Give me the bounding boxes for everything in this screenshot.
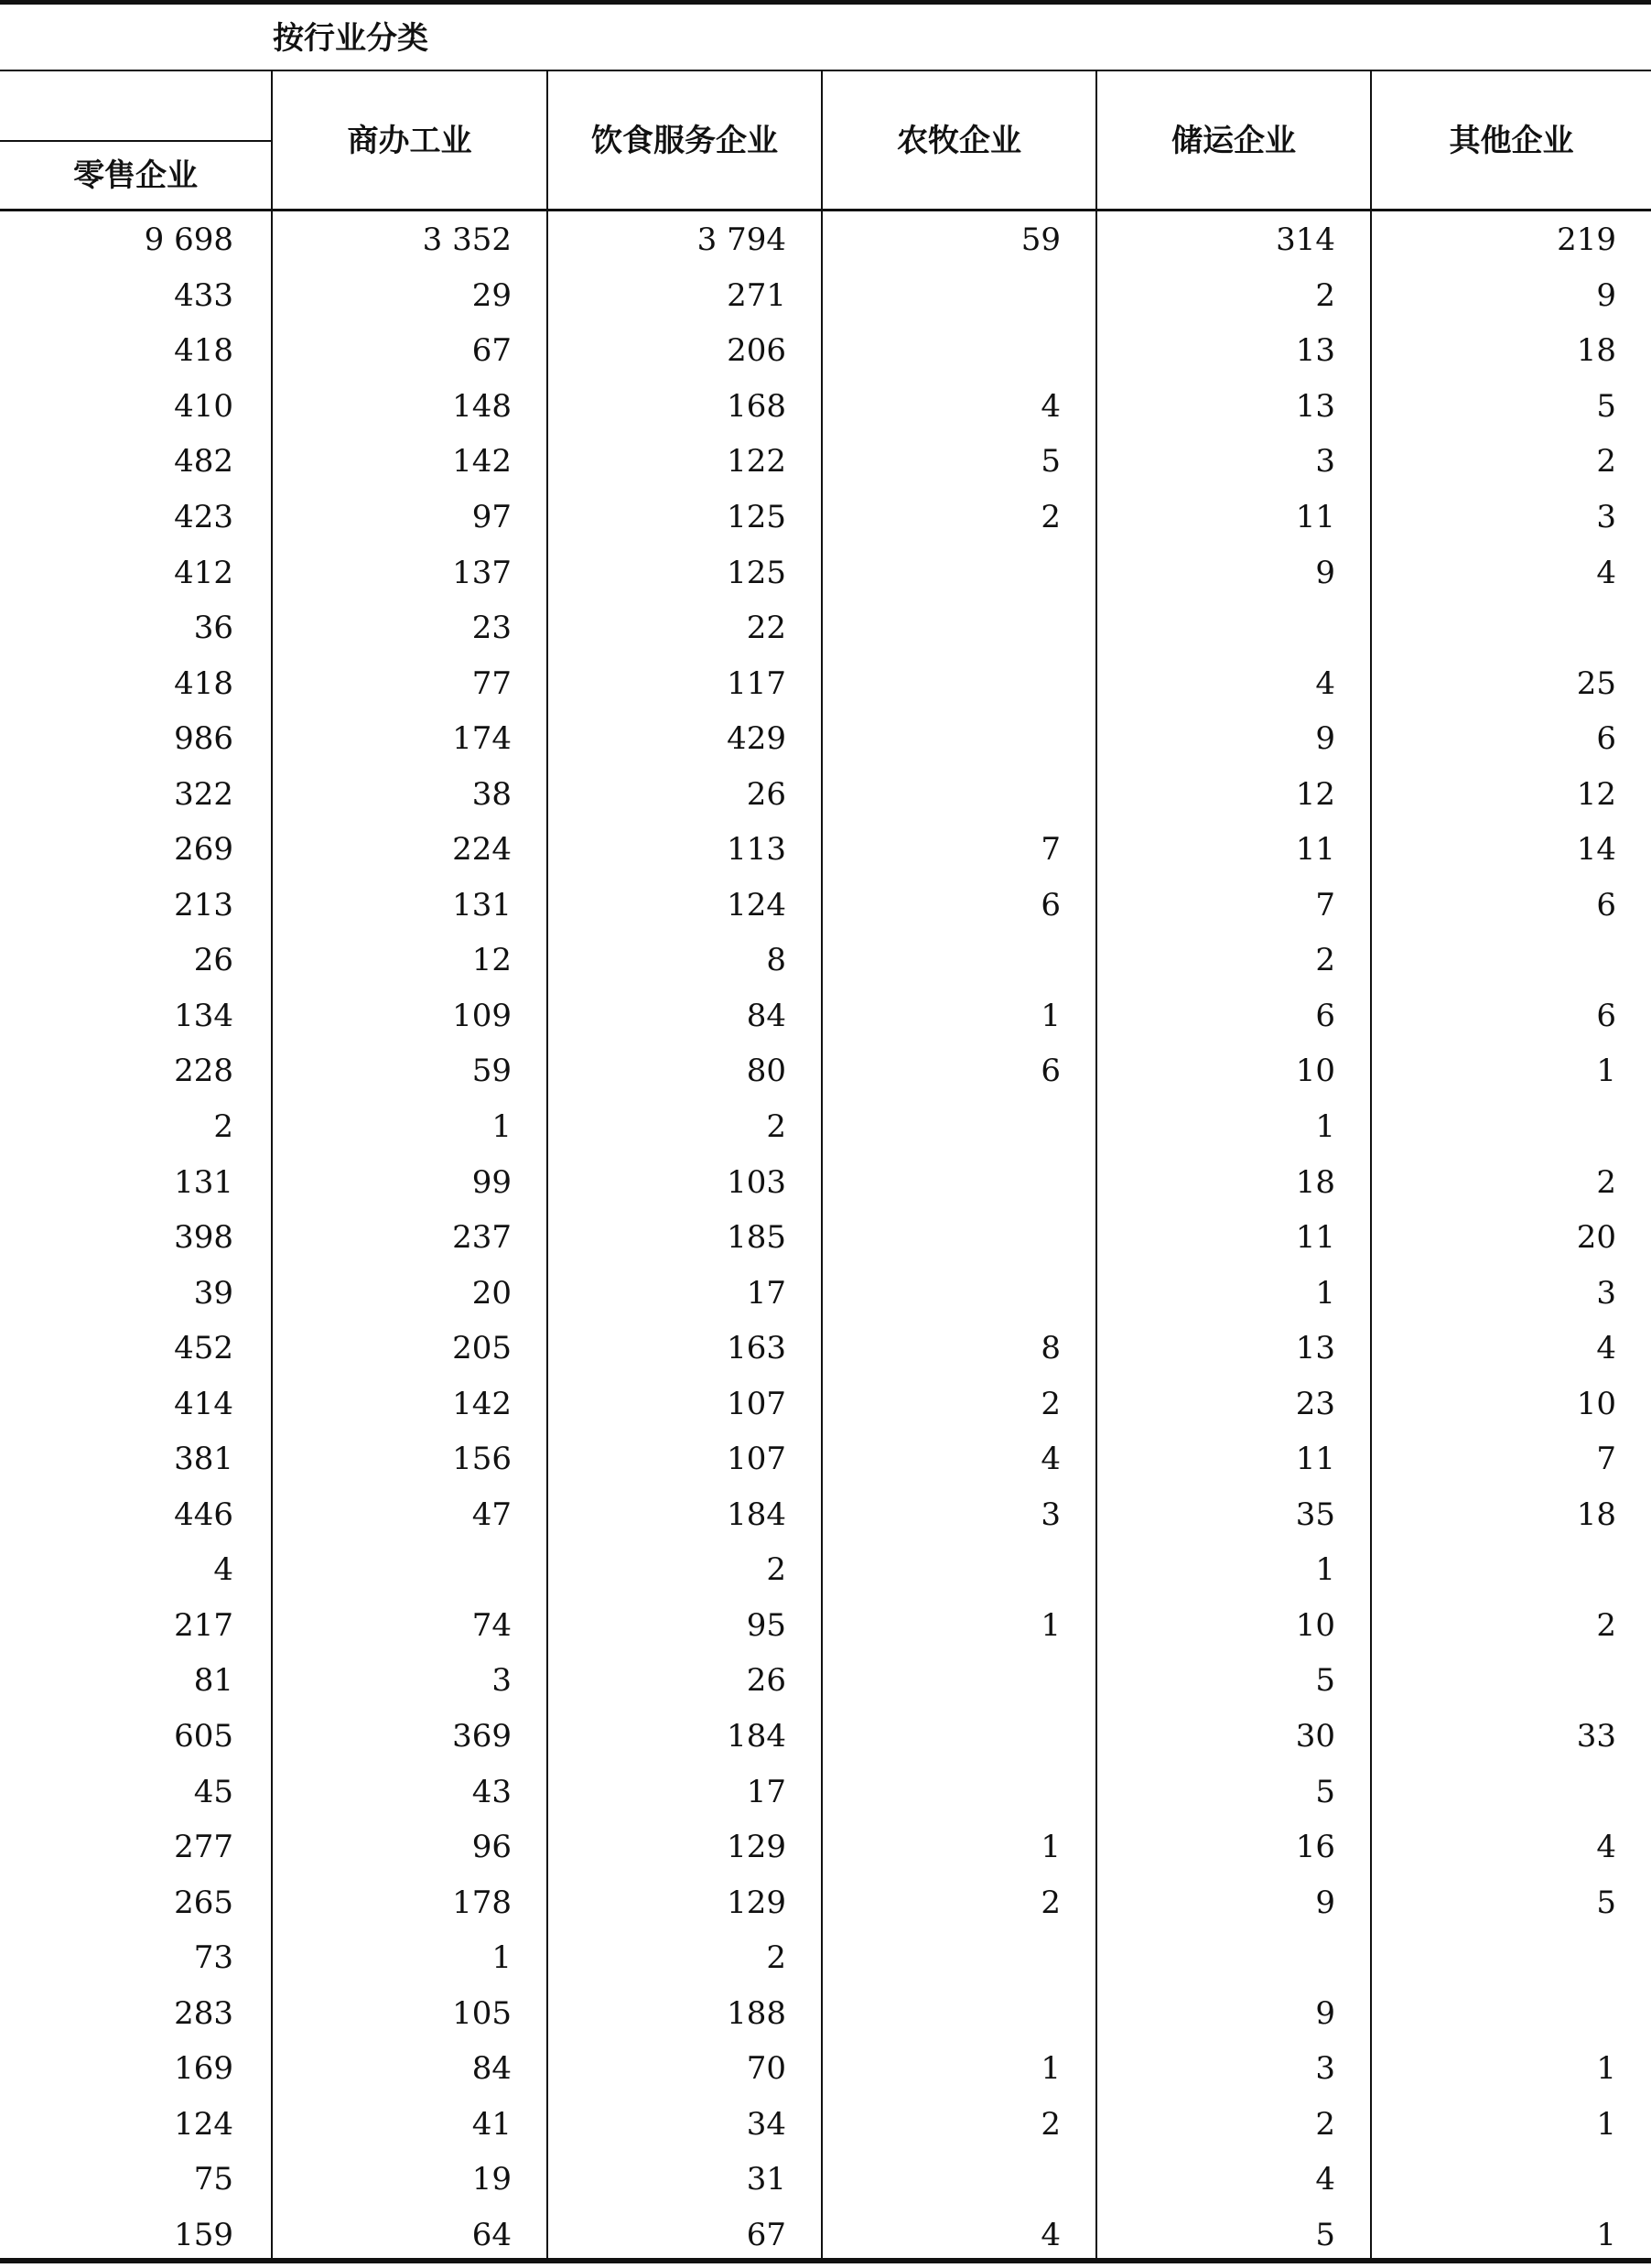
table-cell: 3 — [1041, 1496, 1061, 1533]
table-cell: 398 — [174, 1219, 233, 1257]
table-row — [0, 1874, 1651, 1930]
table-row — [0, 600, 1651, 656]
table-cell: 26 — [746, 1662, 786, 1700]
table-cell: 26 — [193, 942, 233, 979]
table-cell: 1 — [491, 1939, 512, 1977]
table-cell: 137 — [452, 554, 512, 591]
table-cell: 142 — [452, 443, 512, 481]
table-cell: 4 — [1041, 387, 1061, 425]
table-cell: 224 — [452, 831, 512, 869]
table-row — [0, 545, 1651, 600]
table-cell: 67 — [746, 2216, 786, 2253]
table-cell: 84 — [746, 997, 786, 1034]
table-cell: 2 — [766, 1939, 786, 1977]
table-cell — [821, 1986, 1095, 2042]
table-cell: 5 — [1041, 443, 1061, 481]
data-table — [0, 212, 1651, 2263]
table-cell: 59 — [1020, 221, 1061, 259]
table-cell: 6 — [1596, 886, 1616, 923]
table-cell: 13 — [1295, 1330, 1335, 1367]
table-cell: 1 — [1041, 2050, 1061, 2088]
table-cell: 213 — [174, 886, 233, 923]
table-row — [0, 2152, 1651, 2208]
table-row — [0, 1154, 1651, 1210]
table-cell — [821, 268, 1095, 324]
table-cell: 19 — [471, 2161, 512, 2198]
table-cell: 13 — [1295, 387, 1335, 425]
table-cell: 7 — [1041, 831, 1061, 869]
header-bottom-rule — [0, 209, 1651, 211]
table-cell: 12 — [1295, 775, 1335, 813]
table-row — [0, 379, 1651, 435]
table-row — [0, 1321, 1651, 1377]
table-cell — [821, 2152, 1095, 2208]
table-cell — [272, 1542, 546, 1598]
table-row — [0, 822, 1651, 878]
table-cell: 2 — [1596, 1163, 1616, 1201]
table-cell — [821, 655, 1095, 711]
table-cell: 156 — [452, 1441, 512, 1478]
table-cell: 418 — [174, 332, 233, 370]
table-cell: 4 — [1315, 664, 1335, 702]
table-cell: 169 — [174, 2050, 233, 2088]
table-cell: 125 — [727, 499, 786, 535]
table-cell: 105 — [452, 1994, 512, 2032]
table-cell: 6 — [1596, 720, 1616, 758]
table-cell: 418 — [174, 664, 233, 702]
table-cell: 47 — [471, 1496, 512, 1533]
table-cell: 369 — [452, 1718, 512, 1755]
table-cell: 41 — [471, 2105, 512, 2143]
table-cell: 3 794 — [696, 221, 786, 259]
table-cell: 283 — [174, 1994, 233, 2032]
table-cell: 159 — [174, 2216, 233, 2253]
table-cell: 84 — [471, 2050, 512, 2088]
table-cell: 228 — [174, 1053, 233, 1090]
table-cell: 109 — [452, 997, 512, 1034]
table-cell: 11 — [1295, 1441, 1335, 1478]
table-cell: 217 — [174, 1606, 233, 1644]
table-cell — [821, 711, 1095, 767]
table-row — [0, 988, 1651, 1044]
table-cell: 107 — [727, 1385, 786, 1422]
table-cell: 35 — [1295, 1496, 1335, 1533]
table-cell: 20 — [471, 1274, 512, 1312]
column-header-agriculture: 农牧企业 — [897, 123, 1021, 159]
table-row — [0, 1709, 1651, 1765]
table-cell: 414 — [174, 1385, 233, 1422]
table-cell: 81 — [193, 1662, 233, 1700]
table-cell: 73 — [193, 1939, 233, 1977]
table-cell: 4 — [1596, 1330, 1616, 1367]
table-cell — [1370, 1653, 1651, 1709]
table-cell: 67 — [471, 332, 512, 370]
column-header-commerce-industry: 商办工业 — [347, 123, 472, 159]
table-cell: 18 — [1576, 332, 1616, 370]
table-cell: 1 — [1315, 1551, 1335, 1589]
table-cell: 2 — [1041, 1385, 1061, 1422]
table-cell: 6 — [1041, 886, 1061, 923]
table-cell: 7 — [1315, 886, 1335, 923]
table-cell: 4 — [213, 1551, 233, 1589]
table-cell: 1 — [1596, 2105, 1616, 2143]
table-cell: 452 — [174, 1330, 233, 1367]
table-cell: 5 — [1315, 1773, 1335, 1810]
group-header-industry-classification: 按行业分类 — [273, 20, 428, 57]
table-cell: 10 — [1295, 1606, 1335, 1644]
table-cell: 142 — [452, 1385, 512, 1422]
table-cell: 11 — [1295, 831, 1335, 869]
table-row — [0, 1764, 1651, 1820]
table-cell: 129 — [727, 1829, 786, 1866]
table-cell: 8 — [1041, 1330, 1061, 1367]
table-cell — [1370, 1930, 1651, 1986]
table-cell: 381 — [174, 1441, 233, 1478]
table-cell: 34 — [746, 2105, 786, 2143]
group-header-rule — [0, 70, 1651, 71]
table-cell: 45 — [193, 1773, 233, 1810]
table-cell: 322 — [174, 775, 233, 813]
table-cell: 30 — [1295, 1718, 1335, 1755]
table-cell: 36 — [193, 610, 233, 647]
top-rule — [0, 0, 1651, 5]
column-header-retail: 零售企业 — [73, 157, 198, 194]
table-cell — [821, 323, 1095, 379]
table-cell: 64 — [471, 2216, 512, 2253]
table-cell: 131 — [452, 886, 512, 923]
table-row — [0, 1820, 1651, 1875]
table-cell: 17 — [746, 1773, 786, 1810]
table-cell: 2 — [1041, 499, 1061, 535]
table-row — [0, 766, 1651, 822]
table-cell: 314 — [1276, 221, 1335, 259]
column-header-storage-transport: 储运企业 — [1171, 123, 1296, 159]
table-cell — [821, 1764, 1095, 1820]
table-cell: 277 — [174, 1829, 233, 1866]
table-cell: 9 — [1315, 1884, 1335, 1921]
table-cell: 1 — [491, 1108, 512, 1146]
table-cell: 6 — [1596, 997, 1616, 1034]
table-cell — [821, 1210, 1095, 1266]
table-cell: 2 — [766, 1108, 786, 1146]
table-cell: 9 — [1315, 720, 1335, 758]
table-cell: 131 — [174, 1163, 233, 1201]
table-cell: 18 — [1576, 1496, 1616, 1533]
table-cell: 3 — [1315, 443, 1335, 481]
table-cell — [821, 1154, 1095, 1210]
table-cell: 11 — [1295, 499, 1335, 535]
table-row — [0, 933, 1651, 988]
table-cell: 134 — [174, 997, 233, 1034]
table-cell — [1370, 933, 1651, 988]
table-cell — [821, 1542, 1095, 1598]
table-cell: 184 — [727, 1496, 786, 1533]
table-cell: 4 — [1596, 554, 1616, 591]
table-cell: 4 — [1041, 1441, 1061, 1478]
table-row — [0, 1930, 1651, 1986]
table-cell: 1 — [1041, 997, 1061, 1034]
table-cell: 80 — [746, 1053, 786, 1090]
table-cell: 113 — [727, 831, 786, 869]
table-body — [0, 212, 1651, 2263]
table-cell: 3 — [1315, 2050, 1335, 2088]
table-row — [0, 1431, 1651, 1487]
table-cell: 206 — [727, 332, 786, 370]
table-cell: 8 — [766, 942, 786, 979]
table-cell: 74 — [471, 1606, 512, 1644]
table-cell: 188 — [727, 1994, 786, 2032]
table-cell: 70 — [746, 2050, 786, 2088]
table-cell — [1370, 1764, 1651, 1820]
table-cell — [821, 1265, 1095, 1321]
table-cell — [1370, 1099, 1651, 1155]
table-row — [0, 1376, 1651, 1431]
table-row — [0, 2208, 1651, 2263]
table-cell: 75 — [193, 2161, 233, 2198]
table-cell: 219 — [1557, 221, 1616, 259]
table-cell: 9 — [1315, 1994, 1335, 2032]
table-cell: 271 — [727, 276, 786, 314]
table-cell: 237 — [452, 1219, 512, 1257]
table-cell — [1095, 1930, 1370, 1986]
table-cell: 3 — [1596, 1274, 1616, 1312]
table-cell: 1 — [1315, 1108, 1335, 1146]
table-cell: 103 — [727, 1163, 786, 1201]
table-cell: 986 — [174, 720, 233, 758]
table-cell: 25 — [1576, 664, 1616, 702]
table-cell: 29 — [471, 276, 512, 314]
table-cell: 99 — [471, 1163, 512, 1201]
table-cell: 5 — [1315, 2216, 1335, 2253]
table-cell: 2 — [213, 1108, 233, 1146]
table-cell: 3 — [491, 1662, 512, 1700]
table-cell: 410 — [174, 387, 233, 425]
table-cell — [821, 1653, 1095, 1709]
table-cell: 125 — [727, 554, 786, 591]
table-cell: 117 — [727, 664, 786, 702]
table-cell: 124 — [727, 886, 786, 923]
table-row — [0, 1986, 1651, 2042]
table-row — [0, 1653, 1651, 1709]
table-cell: 14 — [1576, 831, 1616, 869]
table-row — [0, 323, 1651, 379]
table-cell: 124 — [174, 2105, 233, 2143]
table-row — [0, 878, 1651, 934]
table-cell: 2 — [1315, 276, 1335, 314]
table-cell: 43 — [471, 1773, 512, 1810]
retail-header-rule — [0, 140, 273, 142]
table-cell — [821, 1930, 1095, 1986]
table-cell: 16 — [1295, 1829, 1335, 1866]
table-cell: 7 — [1596, 1441, 1616, 1478]
table-cell: 77 — [471, 664, 512, 702]
table-cell: 429 — [727, 720, 786, 758]
table-cell: 33 — [1576, 1718, 1616, 1755]
table-cell: 2 — [766, 1551, 786, 1589]
table-cell: 12 — [471, 942, 512, 979]
table-cell: 433 — [174, 276, 233, 314]
table-cell: 5 — [1596, 1884, 1616, 1921]
table-cell: 2 — [1041, 1884, 1061, 1921]
table-cell: 4 — [1596, 1829, 1616, 1866]
table-cell: 4 — [1041, 2216, 1061, 2253]
table-cell: 26 — [746, 775, 786, 813]
table-cell: 2 — [1315, 2105, 1335, 2143]
table-row — [0, 490, 1651, 545]
table-cell: 9 — [1596, 276, 1616, 314]
table-cell: 3 — [1596, 499, 1616, 535]
table-cell: 148 — [452, 387, 512, 425]
table-cell: 6 — [1041, 1053, 1061, 1090]
table-row — [0, 2041, 1651, 2097]
table-cell: 265 — [174, 1884, 233, 1921]
table-cell: 13 — [1295, 332, 1335, 370]
table-cell: 185 — [727, 1219, 786, 1257]
table-row — [0, 1265, 1651, 1321]
table-cell: 605 — [174, 1718, 233, 1755]
table-cell: 205 — [452, 1330, 512, 1367]
table-cell: 17 — [746, 1274, 786, 1312]
table-cell: 107 — [727, 1441, 786, 1478]
table-row — [0, 1210, 1651, 1266]
table-cell: 38 — [471, 775, 512, 813]
table-cell: 1 — [1596, 2050, 1616, 2088]
table-cell — [821, 933, 1095, 988]
column-header-other: 其他企业 — [1449, 123, 1574, 159]
table-cell — [821, 1099, 1095, 1155]
table-row — [0, 1487, 1651, 1543]
table-cell: 1 — [1041, 1606, 1061, 1644]
table-cell: 10 — [1576, 1385, 1616, 1422]
table-cell — [821, 600, 1095, 656]
table-row — [0, 268, 1651, 324]
table-cell: 22 — [746, 610, 786, 647]
table-cell: 96 — [471, 1829, 512, 1866]
table-cell: 168 — [727, 387, 786, 425]
table-row — [0, 1099, 1651, 1155]
table-cell: 18 — [1295, 1163, 1335, 1201]
table-cell: 5 — [1596, 387, 1616, 425]
table-cell: 423 — [174, 499, 233, 535]
table-cell: 2 — [1596, 443, 1616, 481]
table-cell: 2 — [1041, 2105, 1061, 2143]
table-cell: 1 — [1596, 1053, 1616, 1090]
table-cell: 178 — [452, 1884, 512, 1921]
table-row — [0, 434, 1651, 490]
table-cell: 11 — [1295, 1219, 1335, 1257]
table-row — [0, 1598, 1651, 1654]
table-cell: 412 — [174, 554, 233, 591]
table-cell — [1370, 600, 1651, 656]
table-cell: 59 — [471, 1053, 512, 1090]
table-cell: 5 — [1315, 1662, 1335, 1700]
table-cell: 23 — [471, 610, 512, 647]
column-header-catering-service: 饮食服务企业 — [591, 123, 778, 159]
table-cell: 2 — [1315, 942, 1335, 979]
table-cell: 122 — [727, 443, 786, 481]
table-cell: 3 352 — [422, 221, 512, 259]
table-row — [0, 655, 1651, 711]
table-cell — [1095, 600, 1370, 656]
table-cell: 174 — [452, 720, 512, 758]
table-cell: 184 — [727, 1718, 786, 1755]
table-cell — [821, 1709, 1095, 1765]
table-cell — [821, 766, 1095, 822]
table-cell — [1370, 1542, 1651, 1598]
table-cell: 446 — [174, 1496, 233, 1533]
table-row — [0, 2097, 1651, 2153]
table-cell — [1370, 2152, 1651, 2208]
table-cell: 9 698 — [144, 221, 233, 259]
bottom-rule — [0, 2258, 1651, 2263]
table-cell: 95 — [746, 1606, 786, 1644]
table-cell: 1 — [1315, 1274, 1335, 1312]
table-cell: 9 — [1315, 554, 1335, 591]
table-cell — [1370, 1986, 1651, 2042]
table-cell: 39 — [193, 1274, 233, 1312]
table-cell: 12 — [1576, 775, 1616, 813]
table-cell: 482 — [174, 443, 233, 481]
table-cell: 31 — [746, 2161, 786, 2198]
table-row — [0, 1542, 1651, 1598]
table-cell: 20 — [1576, 1219, 1616, 1257]
table-cell: 269 — [174, 831, 233, 869]
table-cell: 10 — [1295, 1053, 1335, 1090]
table-cell: 23 — [1295, 1385, 1335, 1422]
table-row — [0, 1043, 1651, 1099]
table-cell: 6 — [1315, 997, 1335, 1034]
table-cell — [821, 545, 1095, 600]
table-cell: 163 — [727, 1330, 786, 1367]
table-cell: 4 — [1315, 2161, 1335, 2198]
table-cell: 97 — [471, 499, 512, 535]
table-row — [0, 711, 1651, 767]
table-cell: 1 — [1596, 2216, 1616, 2253]
table-cell: 129 — [727, 1884, 786, 1921]
table-cell: 2 — [1596, 1606, 1616, 1644]
table-cell: 1 — [1041, 1829, 1061, 1866]
table-row — [0, 212, 1651, 268]
